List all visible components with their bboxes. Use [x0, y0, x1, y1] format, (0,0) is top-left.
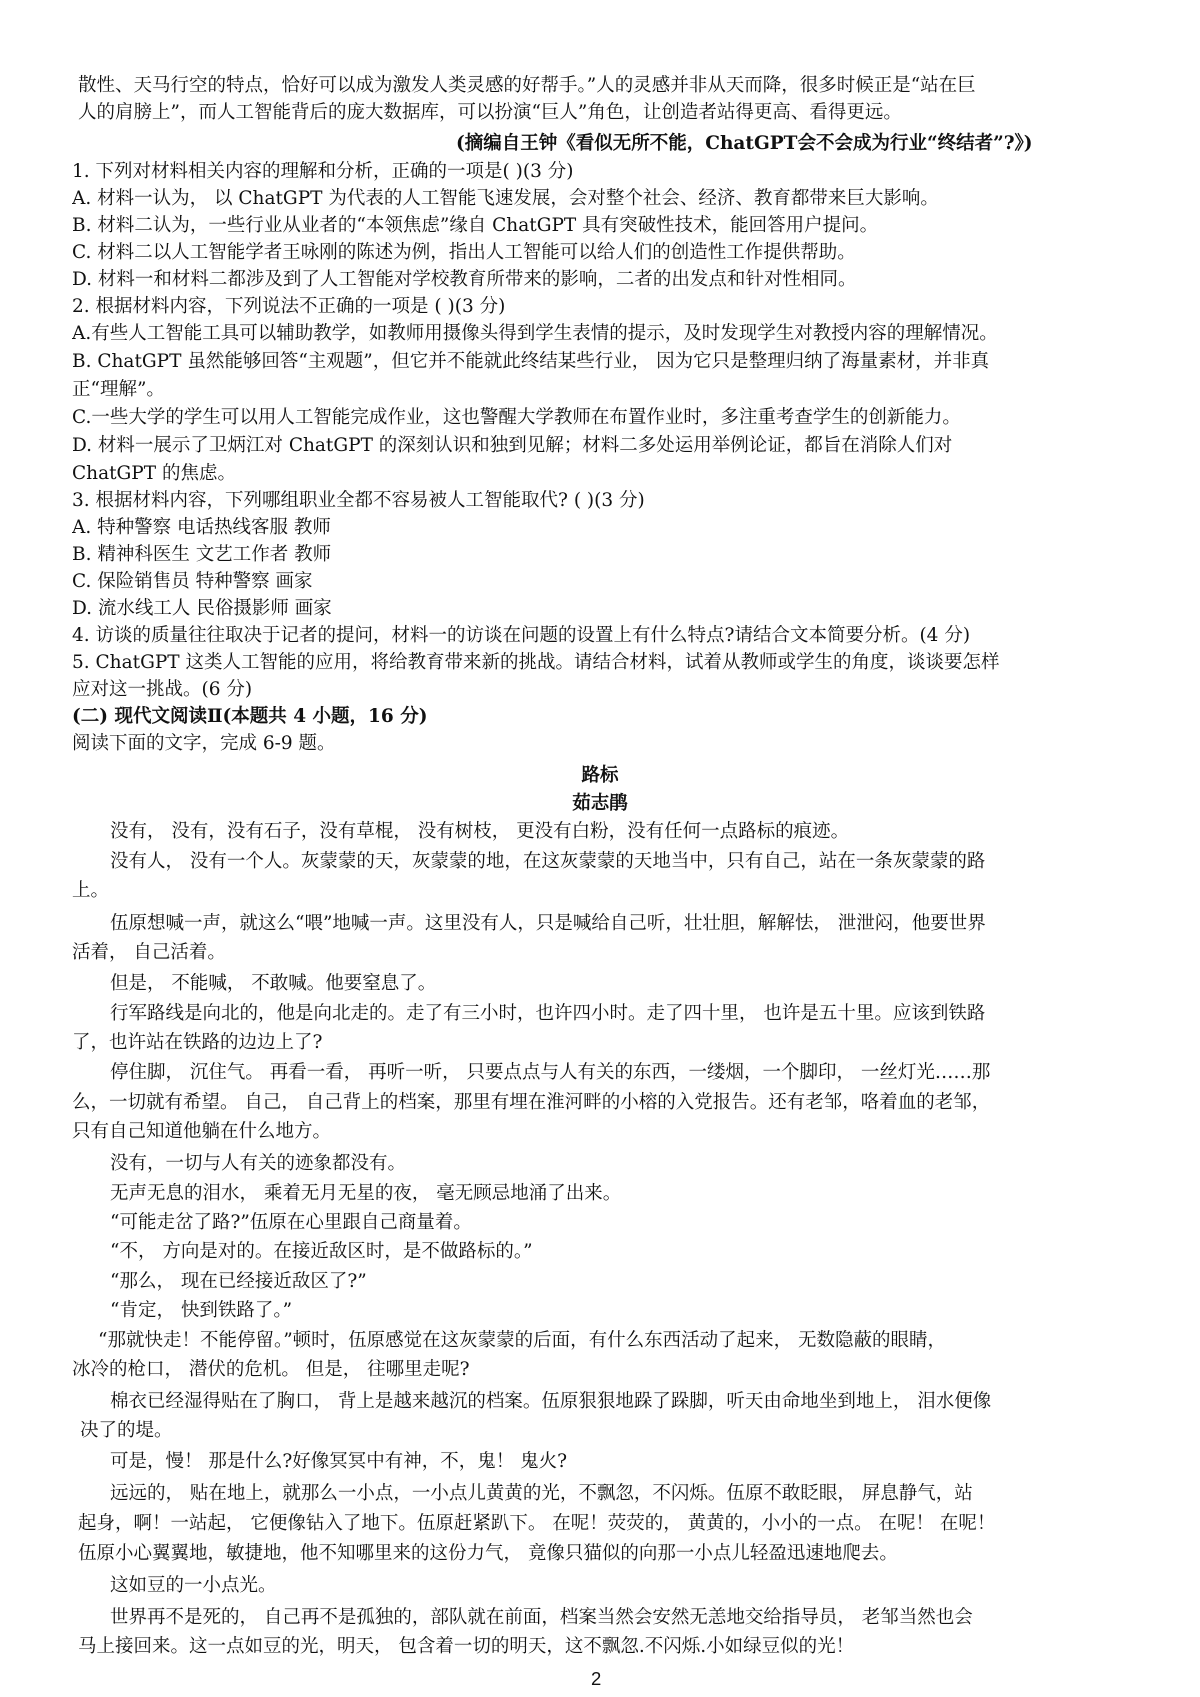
question-5: 5. ChatGPT 这类人工智能的应用，将给教育带来新的挑战。请结合材料，试着从教师或学生的角度，谈谈要怎样: [72, 652, 1000, 673]
option-d: D. 材料一展示了卫炳江对 ChatGPT 的深刻认识和独到见解；材料二多处运用举例论证，都旨在消除人们对: [72, 435, 953, 456]
story-line: “不， 方向是对的。在接近敌区时，是不做路标的。”: [110, 1241, 533, 1262]
story-line: 世界再不是死的， 自己再不是孤独的，部队就在前面，档案当然会安然无恙地交给指导员， 老邹当然也会: [110, 1607, 973, 1628]
option-d-cont: ChatGPT 的焦虑。: [72, 463, 236, 484]
option-a: A. 材料一认为， 以 ChatGPT 为代表的人工智能飞速发展，会对整个社会、经济、教育都带来巨大影响。: [72, 188, 939, 209]
story-line: 停住脚， 沉住气。 再看一看， 再听一听， 只要点点与人有关的东西，一缕烟，一个脚印， 一丝灯光……那: [110, 1062, 991, 1083]
option-b: B. 材料二认为，一些行业从业者的“本领焦虑”缘自 ChatGPT 具有突破性技术，能回答用户提问。: [72, 215, 879, 236]
story-line: 可是，慢！ 那是什么?好像冥冥中有神，不，鬼！ 鬼火?: [110, 1451, 568, 1472]
story-line: 伍原想喊一声，就这么“喂”地喊一声。这里没有人，只是喊给自己听，壮壮胆，解解怯， 泄泄闷，他要世界: [110, 913, 986, 934]
option-b-cont: 正“理解”。: [72, 379, 165, 400]
story-line: 行军路线是向北的，他是向北走的。走了有三小时，也许四小时。走了四十里， 也许是五十里。应该到铁路: [110, 1003, 986, 1024]
question-2-stem: 2. 根据材料内容，下列说法不正确的一项是 ( )(3 分): [72, 296, 506, 317]
story-author: 茹志鹃: [572, 793, 628, 814]
story-line: 没有，一切与人有关的迹象都没有。: [110, 1153, 407, 1174]
source-citation: (摘编自王钟《看似无所不能，ChatGPT会不会成为行业“终结者”?》): [456, 133, 1033, 154]
option-c: C. 保险销售员 特种警察 画家: [72, 571, 313, 592]
story-line: 了，也许站在铁路的边边上了?: [72, 1032, 323, 1053]
option-a: A. 特种警察 电话热线客服 教师: [72, 517, 331, 538]
question-5-cont: 应对这一挑战。(6 分): [72, 679, 253, 700]
story-line: 无声无息的泪水， 乘着无月无星的夜， 毫无顾忌地涌了出来。: [110, 1183, 622, 1204]
question-1-stem: 1. 下列对材料相关内容的理解和分析，正确的一项是( )(3 分): [72, 161, 574, 182]
option-d: D. 流水线工人 民俗摄影师 画家: [72, 598, 332, 619]
story-line: 这如豆的一小点光。: [110, 1575, 277, 1596]
option-c: C.一些大学的学生可以用人工智能完成作业，这也警醒大学教师在布置作业时，多注重考查学生的创新能力。: [72, 407, 961, 428]
option-b: B. ChatGPT 虽然能够回答“主观题”，但它并不能就此终结某些行业， 因为它只是整理归纳了海量素材，并非真: [72, 351, 990, 372]
option-b: B. 精神科医生 文艺工作者 教师: [72, 544, 332, 565]
story-line: “肯定， 快到铁路了。”: [110, 1300, 293, 1321]
paragraph-line: 人的肩膀上”，而人工智能背后的庞大数据库，可以扮演“巨人”角色，让创造者站得更高、看得更远。: [78, 102, 902, 123]
story-line: 只有自己知道他躺在什么地方。: [72, 1121, 332, 1142]
story-title: 路标: [581, 765, 619, 786]
story-line: 没有人， 没有一个人。灰蒙蒙的天，灰蒙蒙的地，在这灰蒙蒙的天地当中，只有自己，站在一条灰蒙蒙的路: [110, 851, 986, 872]
story-line: “可能走岔了路?”伍原在心里跟自己商量着。: [110, 1212, 472, 1233]
story-line: 远远的， 贴在地上，就那么一小点，一小点儿黄黄的光，不飘忽，不闪烁。伍原不敢眨眼， 屏息静气，站: [110, 1483, 973, 1504]
question-3-stem: 3. 根据材料内容，下列哪组职业全都不容易被人工智能取代? ( )(3 分): [72, 490, 645, 511]
question-4: 4. 访谈的质量往往取决于记者的提问，材料一的访谈在问题的设置上有什么特点?请结合文本简要分析。(4 分): [72, 625, 971, 646]
paragraph-line: 散性、天马行空的特点，恰好可以成为激发人类灵感的好帮手。”人的灵感并非从天而降，很多时候正是“站在巨: [78, 75, 976, 96]
story-line: 起身，啊！一站起， 它便像钻入了地下。伍原赶紧趴下。 在呢！荧荧的， 黄黄的，小小的一点。 在呢！ 在呢！: [78, 1513, 996, 1534]
story-line: 么，一切就有希望。 自己， 自己背上的档案，那里有埋在淮河畔的小榕的入党报告。还有老邹，咯着血的老邹，: [72, 1092, 991, 1113]
option-a: A.有些人工智能工具可以辅助教学，如教师用摄像头得到学生表情的提示，及时发现学生对教授内容的理解情况。: [72, 323, 998, 344]
story-line: 上。: [72, 880, 110, 901]
story-line: 但是， 不能喊， 不敢喊。他要窒息了。: [110, 973, 437, 994]
story-line: 马上接回来。这一点如豆的光，明天， 包含着一切的明天，这不飘忽.不闪烁.小如绿豆似的光！: [78, 1636, 855, 1657]
story-line: 活着， 自己活着。: [72, 942, 226, 963]
option-c: C. 材料二以人工智能学者王咏刚的陈述为例，指出人工智能可以给人们的创造性工作提供帮助。: [72, 242, 856, 263]
section-heading: (二) 现代文阅读Ⅱ(本题共 4 小题，16 分): [72, 706, 428, 727]
story-line: “那么， 现在已经接近敌区了?”: [110, 1271, 367, 1292]
option-d: D. 材料一和材料二都涉及到了人工智能对学校教育所带来的影响，二者的出发点和针对性相同。: [72, 269, 857, 290]
page-number: 2: [591, 1668, 602, 1689]
story-line: 没有， 没有，没有石子，没有草棍， 没有树枝， 更没有白粉，没有任何一点路标的痕迹。: [110, 821, 850, 842]
story-line: “那就快走！不能停留。”顿时，伍原感觉在这灰蒙蒙的后面，有什么东西活动了起来， 无数隐蔽的眼睛，: [98, 1330, 947, 1351]
section-instruction: 阅读下面的文字，完成 6-9 题。: [72, 733, 336, 754]
story-line: 冰冷的枪口， 潜伏的危机。 但是， 往哪里走呢?: [72, 1359, 470, 1380]
story-line: 棉衣已经湿得贴在了胸口， 背上是越来越沉的档案。伍原狠狠地跺了跺脚，听天由命地坐到地上， 泪水便像: [110, 1391, 992, 1412]
story-line: 伍原小心翼翼地，敏捷地，他不知哪里来的这份力气， 竟像只猫似的向那一小点儿轻盈迅速地爬去。: [78, 1543, 898, 1564]
story-line: 决了的堤。: [80, 1420, 173, 1441]
